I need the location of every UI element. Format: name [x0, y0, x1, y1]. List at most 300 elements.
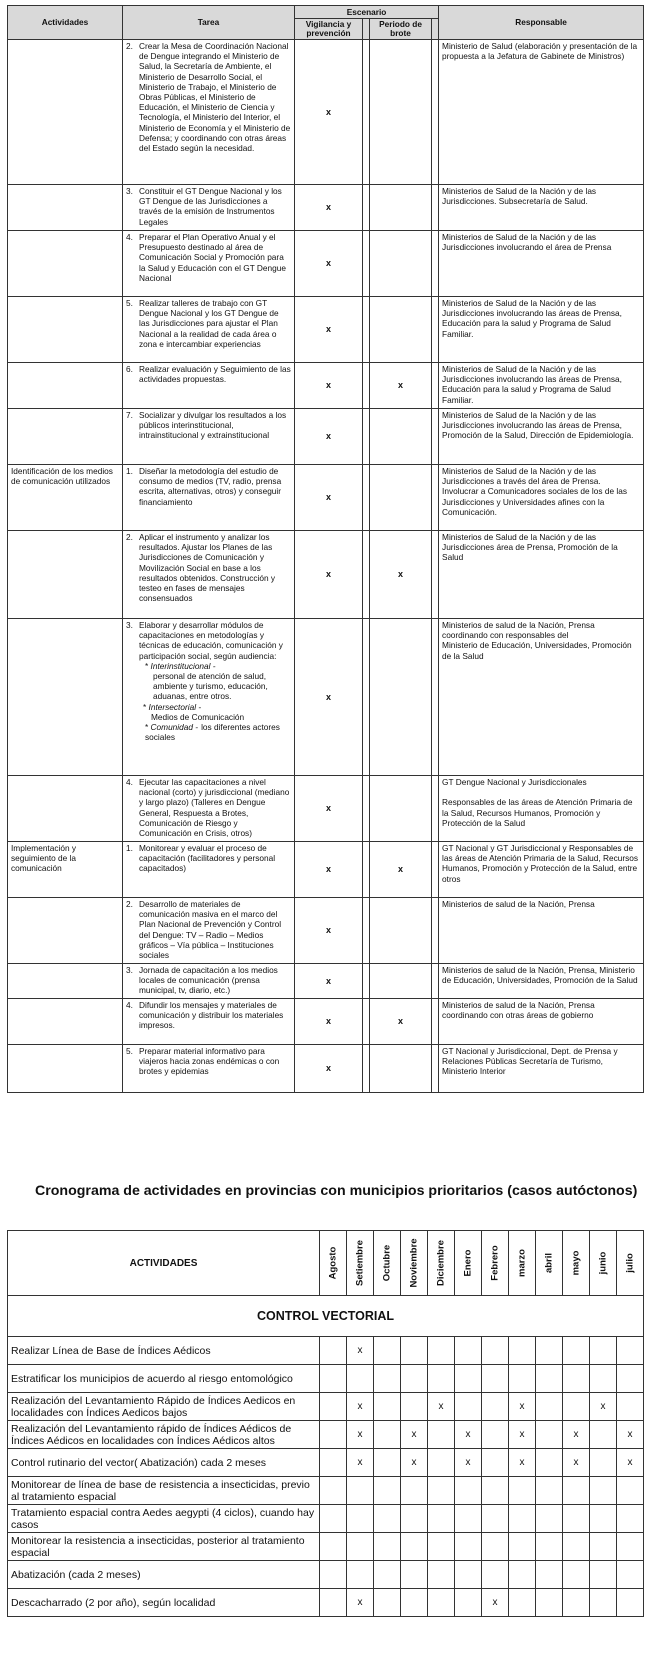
tarea-cell: [123, 619, 295, 776]
month-label: abril: [543, 1252, 555, 1274]
table-row: [8, 531, 644, 619]
table-row: [8, 1449, 644, 1477]
task-text: Difundir los mensajes y materiales de comunicación y distribuir los materiales impresos.: [139, 1000, 284, 1031]
actividad-cell: [8, 776, 123, 842]
month-mark: [482, 1449, 509, 1477]
brote-mark: [370, 1045, 432, 1093]
month-mark: [482, 1505, 509, 1533]
month-mark: [347, 1533, 374, 1561]
month-label: Octubre: [381, 1244, 393, 1282]
vigilancia-mark: x: [295, 185, 363, 231]
tarea-cell: [123, 842, 295, 898]
responsable-text: Ministerios de salud de la Nación, Prensa, Ministerio de Educación, Universidades, Promoción de la Salud: [442, 965, 638, 986]
month-mark: x: [347, 1589, 374, 1617]
responsable-cell: [439, 1045, 644, 1093]
actividad-cell: [8, 231, 123, 297]
month-mark: [320, 1421, 347, 1449]
month-mark: [428, 1421, 455, 1449]
month-mark: [374, 1393, 401, 1421]
month-mark: [482, 1421, 509, 1449]
month-mark: [563, 1365, 590, 1393]
vigilancia-mark: x: [295, 842, 363, 898]
month-mark: [617, 1337, 644, 1365]
month-mark: [374, 1505, 401, 1533]
brote-mark: x: [370, 363, 432, 409]
month-mark: [563, 1393, 590, 1421]
table-row: [8, 363, 644, 409]
month-mark: [590, 1449, 617, 1477]
actividad-cell: [8, 363, 123, 409]
task-text: Monitorear y evaluar el proceso de capacitación (facilitadores y personal capacitados): [139, 843, 276, 874]
responsable-cell: [439, 297, 644, 363]
brote-mark: [370, 964, 432, 999]
month-mark: [482, 1393, 509, 1421]
table-row: [8, 1337, 644, 1365]
month-header: [563, 1231, 590, 1296]
month-mark: [509, 1365, 536, 1393]
month-mark: [401, 1477, 428, 1505]
month-header: [347, 1231, 374, 1296]
month-mark: x: [509, 1393, 536, 1421]
responsable-cell: [439, 465, 644, 531]
month-mark: [482, 1477, 509, 1505]
month-mark: [374, 1337, 401, 1365]
responsable-text: Ministerios de Salud de la Nación y de las Jurisdicciones involucrando las áreas de Prensa, Educación para la salud y Programa de Salud Familiar.: [442, 298, 622, 339]
actividad-cell: [8, 40, 123, 185]
month-mark: [536, 1533, 563, 1561]
actividad-cell: [8, 999, 123, 1045]
month-mark: [401, 1393, 428, 1421]
month-mark: [617, 1533, 644, 1561]
task-number: 7.: [126, 410, 133, 420]
vigilancia-mark: x: [295, 999, 363, 1045]
task-text: Socializar y divulgar los resultados a los públicos interinstitucional, intrainstitucional y extrainstitucional: [139, 410, 287, 441]
table-row: [8, 1477, 644, 1505]
audience-title: Interinstitucional -: [150, 660, 216, 671]
vigilancia-mark: x: [295, 40, 363, 185]
table-row: [8, 40, 644, 185]
responsable-text: Ministerios de Salud de la Nación y de las Jurisdicciones. Subsecretaría de Salud.: [442, 186, 597, 207]
table-row: [8, 1393, 644, 1421]
month-mark: [563, 1505, 590, 1533]
month-mark: [617, 1365, 644, 1393]
tarea-cell: [123, 999, 295, 1045]
responsable-text: GT Dengue Nacional y Jurisdiccionales Responsables de las áreas de Atención Primaria de la Salud, Recursos Humanos, Promoción y Protección de la Salud: [442, 777, 633, 828]
month-mark: [374, 1365, 401, 1393]
brote-mark: x: [370, 842, 432, 898]
table-row: [8, 1589, 644, 1617]
responsable-text: Ministerio de Salud (elaboración y presentación de la propuesta a la Jefatura de Gabinete de Ministros): [442, 41, 638, 62]
month-mark: [536, 1477, 563, 1505]
responsable-text: Ministerios de salud de la Nación, Prensa: [442, 899, 595, 909]
month-mark: [428, 1365, 455, 1393]
table-row: [8, 1505, 644, 1533]
month-header: [482, 1231, 509, 1296]
task-text: Elaborar y desarrollar módulos de capacitaciones en metodologías y técnicas de educación, comunicación y participación social, según audiencia:: [139, 620, 283, 661]
table-row: [8, 1533, 644, 1561]
month-mark: [509, 1533, 536, 1561]
month-mark: [509, 1337, 536, 1365]
month-header: [536, 1231, 563, 1296]
activity-label: Estratificar los municipios de acuerdo al riesgo entomológico: [8, 1365, 320, 1393]
month-mark: [401, 1505, 428, 1533]
actividad-text: Identificación de los medios de comunicación utilizados: [11, 466, 113, 487]
responsable-cell: [439, 409, 644, 465]
header-actividades: ACTIVIDADES: [8, 1231, 320, 1296]
month-mark: [617, 1561, 644, 1589]
month-mark: [482, 1561, 509, 1589]
actividad-cell: [8, 185, 123, 231]
responsable-text: Ministerios de Salud de la Nación y de las Jurisdicciones involucrando las áreas de Prensa, Promoción de la Salud, Dirección de Epidemiología.: [442, 410, 634, 441]
task-text: Ejecutar las capacitaciones a nivel nacional (corto) y jurisdiccional (mediano y largo plazo) (Talleres en Dengue General, Respuesta a Brotes, Comunicación de Riesgo y Comunicación en Crisis, otros): [139, 777, 290, 839]
month-mark: [428, 1589, 455, 1617]
audience-item: * Interinstitucional - personal de atención de salud, ambiente y turismo, educación, aduanas, entre otros.: [145, 661, 291, 702]
tarea-cell: [123, 363, 295, 409]
tarea-cell: [123, 898, 295, 964]
vigilancia-mark: x: [295, 297, 363, 363]
section-row: [8, 1296, 644, 1337]
header-tarea: Tarea: [123, 6, 295, 40]
month-mark: [374, 1561, 401, 1589]
activity-label: Realizar Línea de Base de Índices Aédicos: [8, 1337, 320, 1365]
task-text: Realizar talleres de trabajo con GT Dengue Nacional y los GT Dengue de las Jurisdicciones para ajustar el Plan Nacional a la realidad de cada área o zona e intercambiar experiencias: [139, 298, 279, 349]
responsable-cell: [439, 898, 644, 964]
month-mark: x: [563, 1421, 590, 1449]
task-number: 2.: [126, 532, 133, 542]
month-mark: x: [347, 1337, 374, 1365]
vigilancia-mark: x: [295, 964, 363, 999]
responsable-text: GT Nacional y Jurisdiccional, Dept. de Prensa y Relaciones Públicas Secretaría de Turismo, Ministerio Interior: [442, 1046, 618, 1077]
month-mark: [590, 1561, 617, 1589]
actividad-cell: [8, 964, 123, 999]
month-mark: [455, 1477, 482, 1505]
month-mark: x: [428, 1393, 455, 1421]
table-row: [8, 964, 644, 999]
tarea-cell: [123, 409, 295, 465]
month-mark: [536, 1449, 563, 1477]
month-mark: [374, 1477, 401, 1505]
month-mark: x: [347, 1449, 374, 1477]
month-mark: x: [455, 1449, 482, 1477]
month-mark: [320, 1589, 347, 1617]
tarea-cell: [123, 964, 295, 999]
task-number: 5.: [126, 1046, 133, 1056]
task-number: 1.: [126, 466, 133, 476]
month-label: mayo: [570, 1250, 582, 1276]
month-mark: [374, 1421, 401, 1449]
month-mark: [347, 1505, 374, 1533]
month-mark: [374, 1589, 401, 1617]
task-text: Diseñar la metodología del estudio de consumo de medios (TV, radio, prensa escrita, alternativas, otros) y conseguir financiamiento: [139, 466, 282, 507]
month-label: Enero: [462, 1249, 474, 1277]
month-mark: [455, 1589, 482, 1617]
month-label: Noviembre: [408, 1238, 420, 1288]
month-header: [374, 1231, 401, 1296]
task-text: Preparar material informativo para viajeros hacia zonas endémicas o con brotes y epidemias: [139, 1046, 280, 1077]
month-mark: [482, 1337, 509, 1365]
month-mark: [455, 1337, 482, 1365]
month-mark: [563, 1561, 590, 1589]
month-mark: [455, 1393, 482, 1421]
responsable-text: Ministerios de Salud de la Nación y de las Jurisdicciones involucrando las áreas de Prensa, Educación para la salud y Programa de Salud Familiar.: [442, 364, 622, 405]
brote-mark: [370, 185, 432, 231]
month-mark: [428, 1337, 455, 1365]
task-text: Jornada de capacitación a los medios locales de comunicación (prensa municipal, tv, diario, etc.): [139, 965, 278, 996]
tarea-cell: [123, 776, 295, 842]
brote-mark: [370, 40, 432, 185]
month-header: [320, 1231, 347, 1296]
month-mark: [347, 1365, 374, 1393]
month-mark: [590, 1337, 617, 1365]
actividad-cell: [8, 409, 123, 465]
month-mark: [536, 1561, 563, 1589]
audience-item: * Comunidad - los diferentes actores sociales: [145, 722, 280, 743]
table-row: [8, 409, 644, 465]
actividad-cell: [8, 619, 123, 776]
table-row: [8, 1045, 644, 1093]
month-mark: x: [617, 1449, 644, 1477]
month-mark: [455, 1561, 482, 1589]
month-mark: [509, 1589, 536, 1617]
month-mark: [509, 1477, 536, 1505]
audience-text: personal de atención de salud, ambiente y turismo, educación, aduanas, entre otros.: [153, 671, 268, 702]
responsable-text: Ministerios de Salud de la Nación y de las Jurisdicciones área de Prensa, Promoción de la Salud: [442, 532, 618, 563]
month-label: Setiembre: [354, 1240, 366, 1286]
month-label: julio: [624, 1253, 636, 1273]
month-mark: x: [347, 1421, 374, 1449]
audience-item: * Intersectorial - Medios de Comunicación: [143, 702, 291, 722]
task-text: Aplicar el instrumento y analizar los resultados. Ajustar los Planes de las Jurisdicciones de Comunicación y Movilización Social en base a los resultados obtenidos. Construcción y testeo en fases de mensajes consensuados: [139, 532, 276, 604]
month-mark: [401, 1337, 428, 1365]
responsable-cell: [439, 231, 644, 297]
month-mark: [617, 1477, 644, 1505]
tarea-cell: [123, 297, 295, 363]
month-mark: [401, 1365, 428, 1393]
table-row: [8, 297, 644, 363]
month-mark: x: [509, 1421, 536, 1449]
responsable-cell: [439, 999, 644, 1045]
month-header: [509, 1231, 536, 1296]
month-mark: [428, 1561, 455, 1589]
month-mark: [536, 1337, 563, 1365]
vigilancia-mark: x: [295, 531, 363, 619]
month-mark: x: [617, 1421, 644, 1449]
month-mark: [428, 1505, 455, 1533]
task-text: Realizar evaluación y Seguimiento de las actividades propuestas.: [139, 364, 291, 385]
responsable-cell: [439, 776, 644, 842]
task-number: 4.: [126, 232, 133, 242]
responsable-cell: [439, 964, 644, 999]
actividad-cell: [8, 898, 123, 964]
tarea-cell: [123, 231, 295, 297]
month-header: [401, 1231, 428, 1296]
month-mark: [455, 1533, 482, 1561]
month-header: [590, 1231, 617, 1296]
month-mark: [590, 1477, 617, 1505]
tarea-cell: [123, 40, 295, 185]
vigilancia-mark: x: [295, 409, 363, 465]
table-row: [8, 842, 644, 898]
month-mark: [590, 1421, 617, 1449]
task-number: 3.: [126, 186, 133, 196]
month-mark: [509, 1561, 536, 1589]
vigilancia-mark: x: [295, 465, 363, 531]
activity-label: Abatización (cada 2 meses): [8, 1561, 320, 1589]
month-mark: x: [563, 1449, 590, 1477]
task-number: 2.: [126, 41, 133, 51]
responsable-cell: [439, 363, 644, 409]
vigilancia-mark: x: [295, 776, 363, 842]
header-periodo: Periodo de brote: [370, 19, 432, 40]
brote-mark: [370, 619, 432, 776]
brote-mark: [370, 409, 432, 465]
month-label: Febrero: [489, 1245, 501, 1281]
tarea-cell: [123, 185, 295, 231]
month-mark: [374, 1533, 401, 1561]
month-mark: [617, 1393, 644, 1421]
month-mark: [536, 1365, 563, 1393]
task-text: Constituir el GT Dengue Nacional y los GT Dengue de las Jurisdicciones a través de la emisión de Instrumentos Legales: [139, 186, 282, 227]
audience-text: Medios de Comunicación: [151, 711, 245, 722]
vigilancia-mark: x: [295, 231, 363, 297]
month-header: [428, 1231, 455, 1296]
month-mark: [428, 1449, 455, 1477]
month-mark: [320, 1393, 347, 1421]
month-mark: [428, 1533, 455, 1561]
cronograma-table: [7, 1230, 644, 1617]
table-row: [8, 619, 644, 776]
activity-label: Descacharrado (2 por año), según localidad: [8, 1589, 320, 1617]
month-header: [455, 1231, 482, 1296]
month-label: marzo: [516, 1249, 528, 1277]
month-mark: [536, 1393, 563, 1421]
month-mark: [563, 1589, 590, 1617]
activity-label: Tratamiento espacial contra Aedes aegypti (4 ciclos), cuando hay casos: [8, 1505, 320, 1533]
month-mark: [347, 1561, 374, 1589]
table-row: [8, 465, 644, 531]
task-number: 4.: [126, 1000, 133, 1010]
activity-label: Monitorear de línea de base de resistencia a insecticidas, previo al tratamiento espacial: [8, 1477, 320, 1505]
task-number: 1.: [126, 843, 133, 853]
actividad-text: Implementación y seguimiento de la comunicación: [11, 843, 77, 874]
table-row: [8, 1421, 644, 1449]
activity-label: Control rutinario del vector( Abatización) cada 2 meses: [8, 1449, 320, 1477]
month-mark: x: [509, 1449, 536, 1477]
responsable-cell: [439, 40, 644, 185]
table-row: [8, 898, 644, 964]
month-mark: [320, 1449, 347, 1477]
header-vigilancia: Vigilancia y prevención: [295, 19, 363, 40]
actividad-cell: [8, 531, 123, 619]
month-mark: [590, 1533, 617, 1561]
task-number: 2.: [126, 899, 133, 909]
month-mark: x: [347, 1393, 374, 1421]
task-number: 3.: [126, 965, 133, 975]
brote-mark: [370, 898, 432, 964]
brote-mark: [370, 465, 432, 531]
task-number: 6.: [126, 364, 133, 374]
table-row: [8, 776, 644, 842]
task-number: 3.: [126, 620, 133, 630]
vigilancia-mark: x: [295, 619, 363, 776]
month-mark: [482, 1533, 509, 1561]
month-mark: x: [401, 1449, 428, 1477]
actividad-cell: [8, 842, 123, 898]
brote-mark: [370, 297, 432, 363]
responsable-text: Ministerios de Salud de la Nación y de las Jurisdicciones involucrando el área de Prensa: [442, 232, 612, 253]
month-mark: x: [455, 1421, 482, 1449]
month-mark: [347, 1477, 374, 1505]
month-mark: [563, 1477, 590, 1505]
activity-label: Monitorear la resistencia a insecticidas, posterior al tratamiento espacial: [8, 1533, 320, 1561]
task-text: Crear la Mesa de Coordinación Nacional de Dengue integrando el Ministerio de Salud, la Secretaría de Ambiente, el Ministerio de Desarrollo Social, el Ministerio de Trabajo, el Ministerio de Obras Públicas, el Ministerio de Educación, el Ministerio de Ciencia y Tecnología, el Ministerio del Interior, el Ministerio de Economía y el Ministerio de Defensa; y coordinando con otras áreas del Estado según la necesidad.: [139, 41, 291, 154]
month-label: junio: [597, 1251, 609, 1275]
month-mark: [590, 1505, 617, 1533]
month-mark: [320, 1561, 347, 1589]
month-label: Agosto: [327, 1246, 339, 1280]
month-mark: [401, 1589, 428, 1617]
audience-text: los diferentes actores sociales: [145, 722, 280, 743]
month-mark: [455, 1365, 482, 1393]
audience-title: Intersectorial -: [148, 701, 202, 712]
brote-mark: [370, 231, 432, 297]
actividad-cell: [8, 465, 123, 531]
responsable-cell: [439, 842, 644, 898]
month-mark: [320, 1365, 347, 1393]
table-row: [8, 999, 644, 1045]
cronograma-title: Cronograma de actividades en provincias con municipios prioritarios (casos autóctonos): [35, 1183, 638, 1199]
brote-mark: x: [370, 531, 432, 619]
table-row: [8, 185, 644, 231]
month-mark: [563, 1337, 590, 1365]
vigilancia-mark: x: [295, 1045, 363, 1093]
actividad-cell: [8, 1045, 123, 1093]
month-mark: x: [482, 1589, 509, 1617]
responsable-text: Ministerios de Salud de la Nación y de las Jurisdicciones a través del área de Prensa. Involucrar a Comunicadores sociales de los de las Jurisdicciones y Universidades afines con la Comunicación.: [442, 466, 627, 517]
header-actividades: Actividades: [8, 6, 123, 40]
month-mark: [590, 1365, 617, 1393]
responsable-text: Ministerios de salud de la Nación, Prensa coordinando con otras áreas de gobierno: [442, 1000, 595, 1021]
table-row: [8, 231, 644, 297]
month-mark: [536, 1589, 563, 1617]
responsable-text: Ministerios de salud de la Nación, Prensa coordinando con responsables del Ministerio de Educación, Universidades, Promoción de la Salud: [442, 620, 632, 661]
month-mark: x: [401, 1421, 428, 1449]
month-label: Diciembre: [435, 1240, 447, 1286]
task-number: 5.: [126, 298, 133, 308]
responsable-text: GT Nacional y GT Jurisdiccional y Responsables de las áreas de Atención Primaria de la Salud, Recursos Humanos, Promoción y Protección de la Salud, entre otros: [442, 843, 639, 884]
month-mark: [590, 1589, 617, 1617]
month-mark: [374, 1449, 401, 1477]
month-mark: [428, 1477, 455, 1505]
audience-title: Comunidad -: [150, 722, 199, 733]
section-title: CONTROL VECTORIAL: [8, 1296, 644, 1337]
month-mark: [563, 1533, 590, 1561]
activity-label: Realización del Levantamiento rápido de Índices Aédicos de Índices Aédicos en localidades con Índices Aédicos altos: [8, 1421, 320, 1449]
month-mark: [320, 1337, 347, 1365]
month-mark: [455, 1505, 482, 1533]
header-responsable: Responsable: [439, 6, 644, 40]
month-mark: x: [590, 1393, 617, 1421]
table-row: [8, 1365, 644, 1393]
vigilancia-mark: x: [295, 898, 363, 964]
header-escenario: Escenario: [295, 6, 439, 19]
table-row: [8, 1561, 644, 1589]
month-mark: [617, 1589, 644, 1617]
month-mark: [536, 1421, 563, 1449]
month-mark: [401, 1533, 428, 1561]
month-mark: [509, 1505, 536, 1533]
month-mark: [320, 1505, 347, 1533]
